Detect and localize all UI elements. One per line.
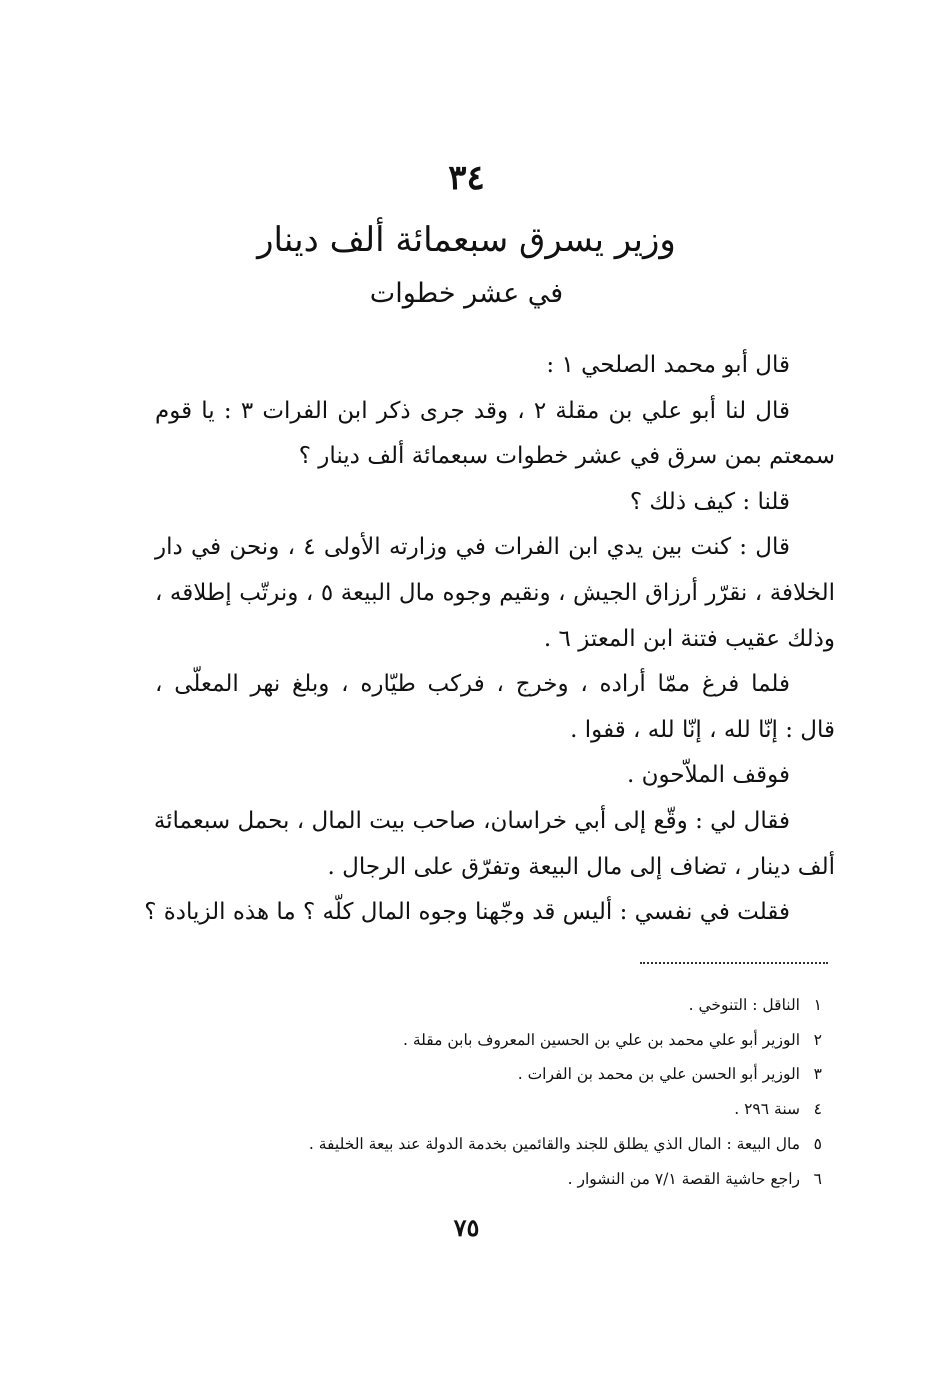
- footnote: [150, 1023, 822, 1058]
- footnote: [150, 1057, 822, 1092]
- footnote-text: الوزير أبو علي محمد بن علي بن الحسين المعروف بابن مقلة .: [402, 1030, 800, 1049]
- story-body: [144, 343, 835, 936]
- footnote: [150, 988, 822, 1023]
- footnotes: [150, 988, 822, 1196]
- footnote: [150, 1092, 822, 1127]
- body-line: قال لنا أبو علي بن مقلة ٢ ، وقد جرى ذكر ابن الفرات ٣ : يا قوم: [155, 397, 790, 424]
- body-line: سمعتم بمن سرق في عشر خطوات سبعمائة ألف دينار ؟: [298, 443, 835, 470]
- footnote-text: مال البيعة : المال الذي يطلق للجند والقائمين بخدمة الدولة عند بيعة الخليفة .: [308, 1134, 800, 1153]
- footnote-text: سنة ٢٩٦ .: [734, 1100, 800, 1119]
- story-title: وزير يسرق سبعمائة ألف دينار: [257, 220, 676, 260]
- footnote-text: راجع حاشية القصة ٧/١ من النشوار .: [567, 1169, 800, 1188]
- body-line: الخلافة ، نقرّر أرزاق الجيش ، ونقيم وجوه مال البيعة ٥ ، ونرتّب إطلاقه ،: [155, 579, 835, 606]
- footnote-number: ٣: [813, 1065, 822, 1084]
- body-line: وذلك عقيب فتنة ابن المعتز ٦ .: [543, 625, 835, 652]
- body-line: قلنا : كيف ذلك ؟: [629, 488, 790, 515]
- footnote-number: ٦: [813, 1169, 822, 1188]
- body-line: قال أبو محمد الصلحي ١ :: [546, 352, 790, 378]
- story-number: ٣٤: [448, 158, 485, 198]
- footnote-text: الناقل : التنوخي .: [688, 996, 800, 1014]
- footnote-number: ٢: [813, 1030, 822, 1049]
- body-line: قال : كنت بين يدي ابن الفرات في وزارته الأولى ٤ ، ونحن في دار: [155, 534, 791, 561]
- page-number: ٧٥: [453, 1213, 480, 1242]
- footnote-number: ٥: [813, 1134, 822, 1153]
- footnote-number: ٤: [813, 1100, 822, 1119]
- footnote-text: الوزير أبو الحسن علي بن محمد بن الفرات .: [517, 1065, 800, 1084]
- story-subtitle: في عشر خطوات: [369, 278, 564, 309]
- body-line: فوقف الملاّحون .: [626, 762, 790, 789]
- footnote: [150, 1162, 822, 1197]
- footnote-separator: [640, 962, 828, 964]
- body-line: فلما فرغ ممّا أراده ، وخرج ، فركب طيّاره ، وبلغ نهر المعلّى ،: [155, 671, 790, 698]
- footnote: [150, 1127, 822, 1162]
- body-line: فقلت في نفسي : أليس قد وجّهنا وجوه المال كلّه ؟ ما هذه الزيادة ؟: [144, 899, 790, 926]
- footnote-number: ١: [813, 996, 822, 1014]
- body-line: قال : إنّا لله ، إنّا لله ، قفوا .: [570, 716, 835, 743]
- body-line: ألف دينار ، تضاف إلى مال البيعة وتفرّق على الرجال .: [327, 853, 835, 880]
- body-line: فقال لي : وقّع إلى أبي خراسان، صاحب بيت المال ، بحمل سبعمائة: [153, 807, 790, 834]
